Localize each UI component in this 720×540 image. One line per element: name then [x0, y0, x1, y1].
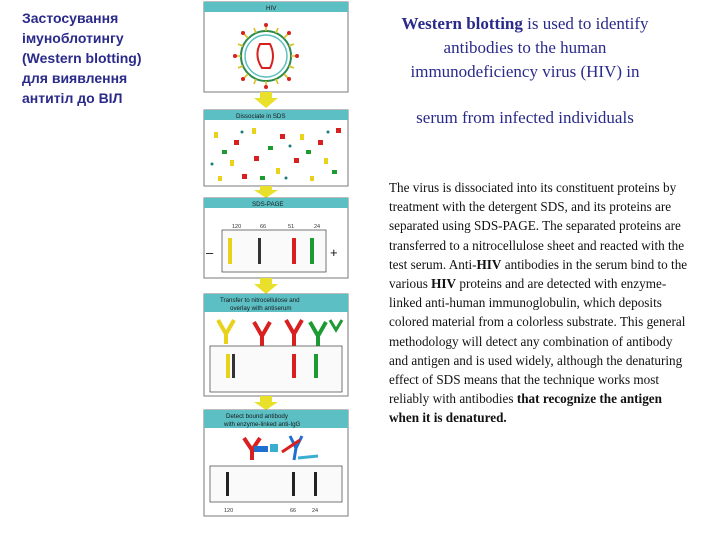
body-hiv-1: HIV: [476, 256, 502, 272]
ukrainian-title-line-2: імуноблотингу: [22, 30, 124, 46]
detection-strip: [210, 466, 342, 502]
panel-dissociate-frame: [204, 110, 348, 186]
detected-band-1: [226, 472, 229, 496]
minus-sign: –: [206, 245, 214, 260]
heading-rest: is used to identify antibodies to the human immunodeficiency virus (HIV) in: [410, 14, 649, 81]
english-heading: [380, 12, 670, 130]
blot-band-yellow: [226, 354, 230, 378]
heading-bold: Western blotting: [401, 14, 523, 33]
body-bold-end: that recognize the antigen when it is denatured.: [389, 391, 662, 426]
panel-detect-title-1: Detect bound antibody: [226, 413, 288, 420]
panel-hiv-title: HIV: [266, 5, 277, 12]
ukrainian-title-line-1: Застосування: [22, 10, 119, 26]
ukrainian-title-line-3: (Western blotting): [22, 50, 142, 66]
body-hiv-2: HIV: [431, 276, 457, 292]
panel-transfer-title-1: Transfer to nitrocellulose and: [220, 297, 300, 304]
detect-tick-66: 66: [290, 508, 297, 514]
panel-sds-page-title: SDS-PAGE: [252, 201, 284, 208]
heading-line-2: serum from infected individuals: [416, 108, 634, 127]
detect-tick-120: 120: [224, 508, 234, 514]
detected-band-2: [292, 472, 295, 496]
panel-dissociate-title: Dissociate in SDS: [236, 113, 286, 120]
gel-band-yellow: [228, 238, 232, 264]
panel-hiv: [204, 2, 348, 92]
gel-band-dark: [258, 238, 261, 264]
gel-band-red: [292, 238, 296, 264]
panel-sds-page: [204, 198, 348, 278]
panel-detect: [204, 410, 348, 516]
body-paragraph: [389, 178, 694, 428]
blot-band-red: [292, 354, 296, 378]
body-part-3: proteins and are detected with enzyme-linked anti-human immunoglobulin, which deposits colored material from a colorless substrate. This general methodology will detect any combination of antibody and antigen and is used widely, although the denaturing effect of SDS means that the technique works most reliably with antibodies: [389, 276, 686, 407]
sds-page-tick-120: 120: [232, 224, 242, 230]
detect-tick-24: 24: [312, 508, 319, 514]
western-blot-diagram: [190, 0, 352, 520]
body-part-1: The virus is dissociated into its constituent proteins by treatment with the detergent SDS, and its proteins are separated using SDS-PAGE. The separated proteins are transferred to a nitrocellulose sheet and reacted with the test serum. Anti-: [389, 180, 685, 272]
sds-page-tick-51: 51: [288, 224, 295, 230]
plus-sign: +: [330, 245, 338, 260]
ukrainian-title-line-5: антитіл до ВІЛ: [22, 90, 123, 106]
blot-band-green: [314, 354, 318, 378]
panel-transfer-title-2: overlay with antiserum: [230, 305, 292, 312]
panel-dissociate: [204, 110, 348, 186]
ukrainian-title: [22, 8, 182, 108]
blot-band-dark: [232, 354, 235, 378]
panel-detect-title-2: with enzyme-linked anti-IgG: [224, 421, 301, 428]
sds-page-tick-24: 24: [314, 224, 321, 230]
ukrainian-title-line-4: для виявлення: [22, 70, 128, 86]
gel-band-green: [310, 238, 314, 264]
sds-page-tick-66: 66: [260, 224, 267, 230]
panel-transfer: [204, 294, 348, 396]
detected-band-3: [314, 472, 317, 496]
body-part-2: antibodies in the serum bind to the various: [389, 256, 688, 292]
